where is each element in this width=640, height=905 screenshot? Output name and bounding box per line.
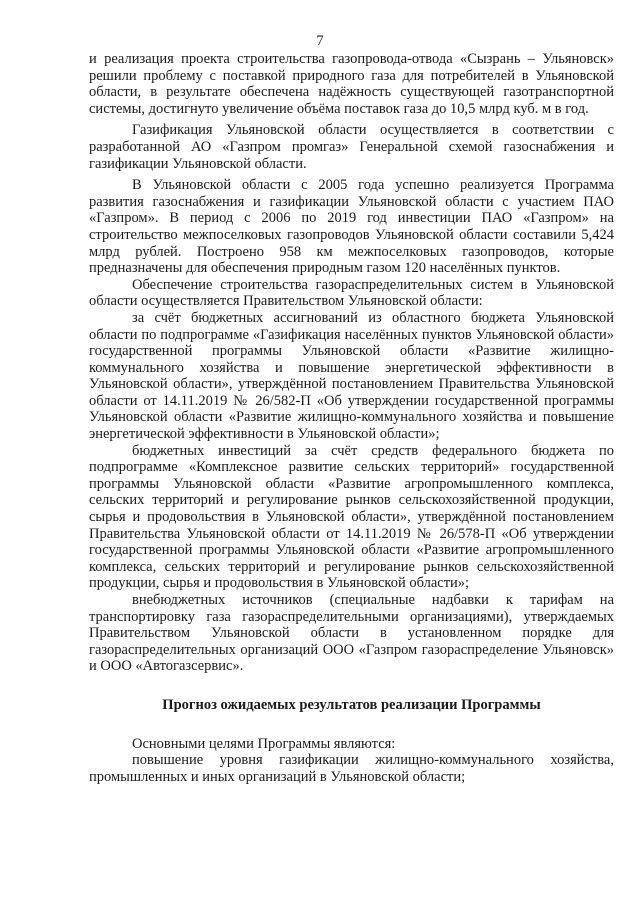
- page-number: 7: [316, 33, 324, 49]
- section-heading: Прогноз ожидаемых результатов реализации Программы: [162, 696, 541, 713]
- document-body: [89, 51, 614, 785]
- list-item-regional-budget: за счёт бюджетных ассигнований из областного бюджета Ульяновской области по подпрограмме «Газификация населённых пунктов Ульяновской области» государственной программы Ульяновской области «Развитие жилищно-коммунального хозяйства и повышение энергетической эффективности в Ульяновской области», утверждённой постановлением Правительства Ульяновской области от 14.11.2019 № 26/582-П «Об утверждении государственной программы Ульяновской области «Развитие жилищно-коммунального хозяйства и повышение энергетической эффективности в Ульяновской области»;: [89, 309, 614, 443]
- paragraph-goals-intro: Основными целями Программы являются:: [132, 735, 396, 752]
- list-item-goal-gasification: повышение уровня газификации жилищно-коммунального хозяйства, промышленных и иных организаций в Ульяновской области;: [89, 752, 614, 785]
- paragraph-gasification-scheme: Газификация Ульяновской области осуществляется в соответствии с разработанной АО «Газпром промгаз» Генеральной схемой газоснабжения и газификации Ульяновской области.: [89, 122, 614, 172]
- list-item-federal-budget: бюджетных инвестиций за счёт средств федерального бюджета по подпрограмме «Комплексное развитие сельских территорий» государственной программы Ульяновской области «Развитие агропромышленного комплекса, сельских территорий и регулирование рынков сельскохозяйственной продукции, сырья и продовольствия в Ульяновской области», утверждённой постановлением Правительства Ульяновской области от 14.11.2019 № 26/578-П «Об утверждении государственной программы Ульяновской области «Развитие агропромышленного комплекса, сельских территорий и регулирование рынков сельскохозяйственной продукции, сырья и продовольствия в Ульяновской области»;: [89, 442, 614, 592]
- paragraph-gazprom-program: В Ульяновской области с 2005 года успешно реализуется Программа развития газоснабжения и газификации Ульяновской области с участием ПАО «Газпром». В период с 2006 по 2019 год инвестиции ПАО «Газпром» на строительство межпоселковых газопроводов Ульяновской области составили 5,424 млрд рублей. Построено 958 км межпоселковых газопроводов, которые предназначены для обеспечения природным газом 120 населённых пунктов.: [89, 177, 614, 277]
- list-item-extrabudgetary: внебюджетных источников (специальные надбавки к тарифам на транспортировку газа газораспределительными организациями), утверждаемых Правительством Ульяновской области в установленном порядке для газораспределительных организаций ООО «Газпром газораспределение Ульяновск» и ООО «Автогазсервис».: [89, 592, 614, 675]
- paragraph-construction-funding: Обеспечение строительства газораспределительных систем в Ульяновской области осуществляется Правительством Ульяновской области:: [89, 276, 614, 310]
- paragraph-gas-pipeline: и реализация проекта строительства газопровода-отвода «Сызрань – Ульяновск» решили проблему с поставкой природного газа для потребителей в Ульяновской области, в результате обеспечена надёжность существующей газотранспортной системы, достигнуто увеличение объёма поставок газа до 10,5 млрд куб. м в год.: [89, 51, 614, 117]
